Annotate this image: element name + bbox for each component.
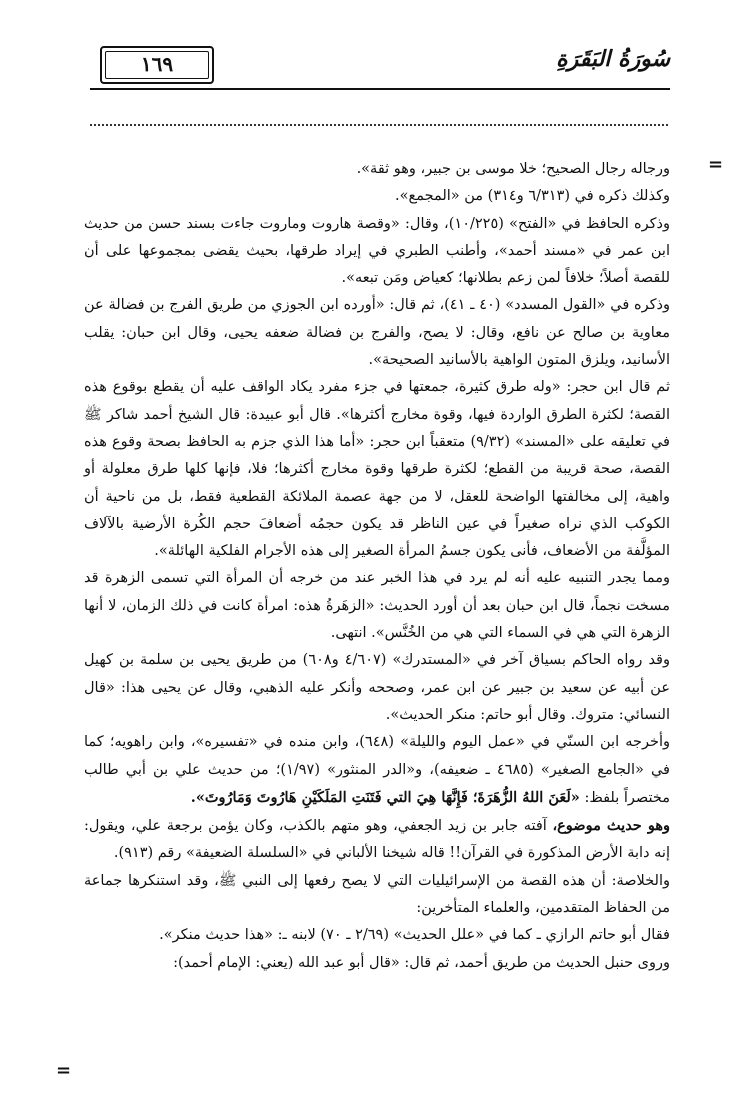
paragraph-text: ثم قال ابن حجر: «وله طرق كثيرة، جمعتها في جزء مفرد يكاد الواقف عليه أن يقطع بوقوع هذه القصة؛ لكثرة الطرق الواردة فيها، وقوة مخارج أكثرها». قال أبو عبيدة: قال الشيخ أحمد شاكر ﷺ في تعليقه على «المسند» (٩/٣٢) متعقباً ابن حجر: «أما هذا الذي جزم به الحافظ بصحة وقوع هذه القصة، صحة قريبة من القطع؛ لكثرة طرقها وقوة مخارج أكثرها؛ فلا، فإنها كلها طرق معلولة أو واهية، إلى مخالفتها الواضحة للعقل، لا من جهة عصمة الملائكة القطعية فقط، بل من ناحية أن الكوكب الذي نراه صغيراً في عين الناظر قد يكون حجمُه أضعافَ حجم الكُرة الأرضية بالآلاف المؤلَّفة من الأضعاف، فأنى يكون جسمُ المرأة الصغير إلى هذه الأجرام الفلكية الهائلة». xyxy=(84,379,670,560)
paragraph-1 xyxy=(84,156,670,183)
paragraph-text: ومما يجدر التنبيه عليه أنه لم يرد في هذا الخبر عند من خرجه أن المرأة التي تسمى الزهرة قد مسخت نجماً، قال ابن حبان بعد أن أورد الحديث: «الزهَرةُ هذه: امرأة كانت في ذلك الزمان، لا أنها الزهرة التي هي في السماء التي هي من الخُنَّس». انتهى. xyxy=(84,570,670,642)
paragraph-4 xyxy=(84,292,670,374)
paragraph-text: ورجاله رجال الصحيح؛ خلا موسى بن جبير، وهو ثقة». xyxy=(356,161,670,177)
page-number: ١٦٩ xyxy=(140,52,174,76)
paragraph-11 xyxy=(84,922,670,949)
paragraph-text: آفته جابر بن زيد الجعفي، وهو متهم بالكذب، وكان يؤمن برجعة علي، ويقول: إنه دابة الأرض المذكورة في القرآن!! قاله شيخنا الألباني في «السلسلة الضعيفة» رقم (٩١٣). xyxy=(84,818,670,862)
paragraph-8 xyxy=(84,729,670,812)
paragraph-text: وذكره في «القول المسدد» (٤٠ ـ ٤١)، ثم قال: «أورده ابن الجوزي من طريق الفرج بن فضالة عن معاوية بن صالح عن نافع، وقال: لا يصح، والفرج بن فضالة ضعفه يحيى، وقال ابن حبان: يقلب الأسانيد، ويلزق المتون الواهية بالأسانيد الصحيحة». xyxy=(84,297,671,369)
page-header xyxy=(90,42,670,92)
paragraph-3 xyxy=(84,211,670,293)
header-rule xyxy=(90,88,670,90)
paragraph-12 xyxy=(84,950,670,977)
paragraph-5 xyxy=(84,374,670,565)
verdict-bold: وهو حديث موضوع، xyxy=(552,817,670,835)
continuation-mark-bottom: = xyxy=(56,1060,72,1081)
paragraph-6 xyxy=(84,565,670,647)
continuation-mark-top: = xyxy=(708,154,724,175)
paragraph-text: وأخرجه ابن السنّي في «عمل اليوم والليلة» (٦٤٨)، وابن منده في «تفسيره»، وابن راهويه؛ كما في «الجامع الصغير» (٤٦٨٥ ـ ضعيفه)، و«الدر المنثور» (١/٩٧)؛ من حديث علي بن أبي طالب مختصراً بلفظ: xyxy=(84,734,670,806)
paragraph-text: فقال أبو حاتم الرازي ـ كما في «علل الحديث» (٢/٦٩ ـ ٧٠) لابنه ـ: «هذا حديث منكر». xyxy=(159,927,670,944)
page-number-frame xyxy=(100,46,214,84)
paragraph-text: وذكره الحافظ في «الفتح» (١٠/٢٢٥)، وقال: «وقصة هاروت وماروت جاءت بسند حسن من حديث ابن عمر في «مسند أحمد»، وأطنب الطبري في إيراد طرقها، بحيث يقضى بمجموعها على أن للقصة أصلاً؛ خلافاً لمن زعم بطلانها؛ كعياض ومَن تبعه». xyxy=(84,215,671,287)
dotted-separator xyxy=(90,124,668,126)
footnote-body xyxy=(84,156,670,977)
paragraph-2 xyxy=(84,183,670,210)
paragraph-text: والخلاصة: أن هذه القصة من الإسرائيليات التي لا يصح رفعها إلى النبي ﷺ، وقد استنكرها جماعة من الحفاظ المتقدمين، والعلماء المتأخرين: xyxy=(84,872,670,917)
paragraph-9 xyxy=(84,812,670,868)
paragraph-text: وقد رواه الحاكم بسياق آخر في «المستدرك» (٤/٦٠٧ و٦٠٨) من طريق يحيى بن سلمة بن كهيل عن أبيه عن سعيد بن جبير عن ابن عمر، وصححه وأنكر عليه الذهبي، وقال عن يحيى هذا: «قال النسائي: متروك. وقال أبو حاتم: منكر الحديث». xyxy=(84,652,670,723)
paragraph-text: وكذلك ذكره في (٦/٣١٣ و٣١٤) من «المجمع». xyxy=(395,188,670,205)
hadith-text-bold: «لَعَنَ اللهُ الزُّهَرَةَ؛ فَإِنَّهَا هِيَ التي فَتَنَتِ المَلَكَيْنِ هَارُوتَ وَمَارُوتَ». xyxy=(190,788,580,806)
paragraph-text: وروى حنبل الحديث من طريق أحمد، ثم قال: «قال أبو عبد الله (يعني: الإمام أحمد): xyxy=(173,954,670,971)
paragraph-10 xyxy=(84,868,670,923)
paragraph-7 xyxy=(84,647,670,729)
surah-title: سُورَةُ البَقَرَةِ xyxy=(556,46,670,72)
